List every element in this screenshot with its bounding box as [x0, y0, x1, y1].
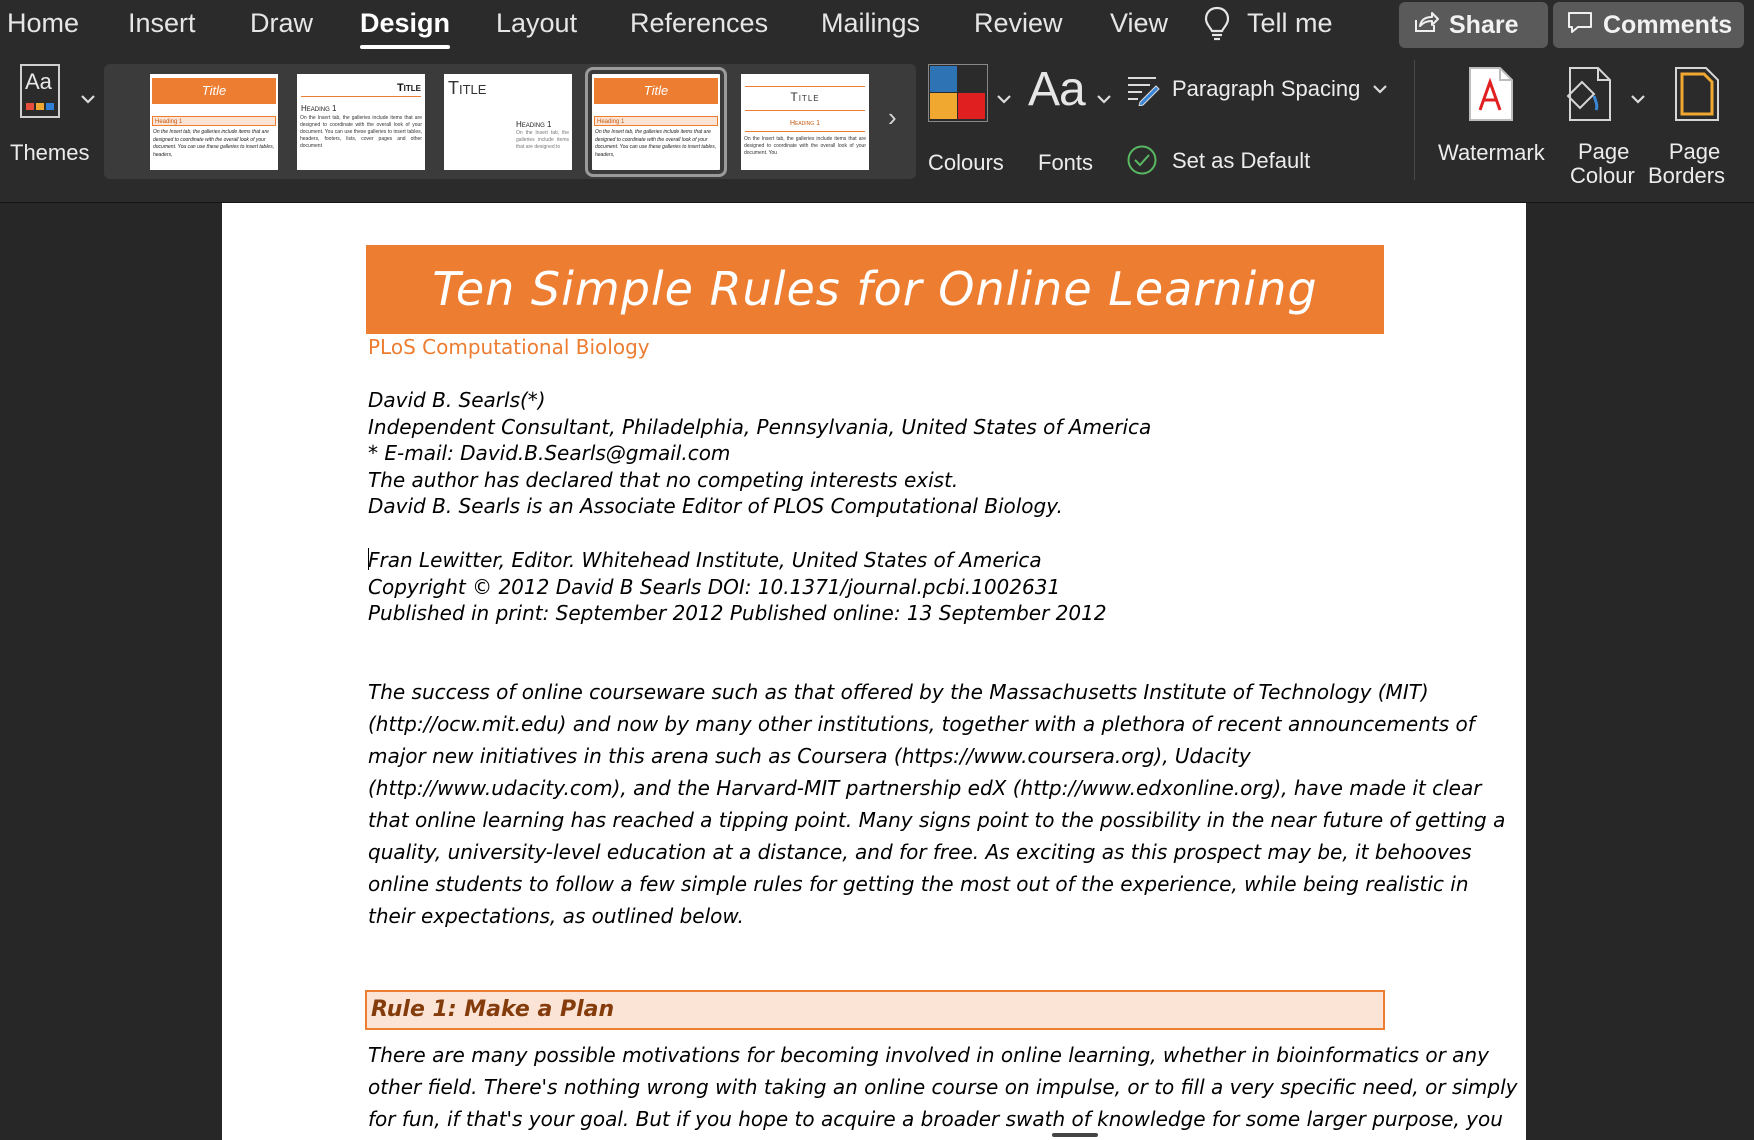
- themes-label: Themes: [10, 140, 90, 165]
- themes-icon-text: Aa: [25, 69, 52, 94]
- colour-palette-icon: [928, 64, 988, 122]
- page-borders-button[interactable]: [1648, 66, 1750, 191]
- meta-line: * E-mail: David.B.Searls@gmail.com: [368, 441, 731, 465]
- paint-bucket-page-icon: [1564, 66, 1614, 129]
- tell-me-search[interactable]: Tell me: [1247, 8, 1333, 38]
- paragraph-line: major new initiatives in this arena such as Coursera (https://www.coursera.org), Udacity: [368, 744, 1251, 768]
- themes-chevron-down-icon[interactable]: [80, 92, 96, 110]
- intro-paragraph: [368, 676, 1506, 932]
- thumb-heading: Heading 1: [152, 116, 276, 126]
- comments-button[interactable]: [1553, 2, 1744, 48]
- rule-1-heading: Rule 1: Make a Plan: [365, 990, 1385, 1030]
- meta-line: Independent Consultant, Philadelphia, Pennsylvania, United States of America: [368, 414, 1152, 439]
- meta-line: The author has declared that no competing interests exist.: [368, 467, 959, 492]
- document-title: Ten Simple Rules for Online Learning: [366, 245, 1384, 334]
- lightbulb-icon[interactable]: [1204, 6, 1230, 47]
- share-label: Share: [1449, 10, 1519, 39]
- thumb-heading: Heading 1: [789, 120, 821, 127]
- style-set-thumb-3[interactable]: [444, 74, 572, 170]
- thumb-body: On the Insert tab, the galleries include items that are designed to: [516, 130, 569, 150]
- thumb-title: Title: [790, 90, 820, 104]
- page-colour-label-line-2: Colour: [1570, 163, 1635, 188]
- share-icon: [1413, 10, 1439, 41]
- paragraph-spacing-icon: [1126, 72, 1160, 111]
- paragraph-line: There are many possible motivations for becoming involved in online learning, whether in bioinformatics or any: [368, 1043, 1489, 1067]
- thumb-title: Title: [594, 78, 718, 104]
- ribbon-separator: [1414, 60, 1415, 180]
- thumb-title: Title: [152, 78, 276, 104]
- paragraph-spacing-chevron-down-icon: [1372, 82, 1388, 100]
- tab-draw[interactable]: Draw: [250, 8, 314, 38]
- fonts-button[interactable]: [1026, 62, 1102, 175]
- tab-mailings[interactable]: Mailings: [821, 8, 921, 38]
- style-set-thumb-1[interactable]: [150, 74, 278, 170]
- gallery-next-chevron-icon[interactable]: ›: [888, 102, 897, 132]
- comment-icon: [1567, 10, 1593, 41]
- comments-label: Comments: [1603, 10, 1733, 39]
- tab-view[interactable]: View: [1110, 8, 1169, 38]
- meta-line: Copyright © 2012 David B Searls DOI: 10.1371/journal.pcbi.1002631: [368, 574, 1061, 599]
- document-page[interactable]: [222, 203, 1526, 1140]
- editor-first-letter: F: [368, 548, 380, 572]
- meta-line: David B. Searls is an Associate Editor of PLOS Computational Biology.: [368, 494, 1063, 518]
- paragraph-line: for fun, if that's your goal. But if you hope to acquire a broader swath of knowledge for some larger purpose, you: [368, 1107, 1503, 1131]
- paragraph-line: quality, university-level education at a distance, and for free. As exciting as this prospect may be, it behooves: [368, 840, 1472, 864]
- paragraph-line: (http://ocw.mit.edu) and now by many other institutions, together with a plethora of recent announcements of: [368, 712, 1475, 736]
- style-set-thumb-4-selected[interactable]: [592, 74, 720, 170]
- fonts-chevron-down-icon[interactable]: [1096, 92, 1112, 110]
- style-set-thumb-5[interactable]: [741, 74, 869, 170]
- thumb-body: On the Insert tab, the galleries include items that are designed to coordinate with the overall look of your document. You can use these galleries to insert tables, headers,: [595, 129, 717, 158]
- tab-references[interactable]: References: [630, 8, 769, 38]
- colours-label: Colours: [928, 150, 1004, 175]
- tab-home[interactable]: Home: [7, 8, 80, 38]
- author-info-block: [368, 387, 1151, 520]
- themes-icon: [20, 64, 60, 118]
- paragraph-spacing-label: Paragraph Spacing: [1172, 76, 1361, 101]
- thumb-title: Title: [396, 82, 421, 94]
- thumb-title: Title: [448, 78, 487, 98]
- page-borders-label: [1648, 139, 1726, 188]
- thumb-heading: Heading 1: [594, 116, 718, 126]
- set-as-default-label: Set as Default: [1172, 148, 1311, 173]
- tab-review[interactable]: Review: [974, 8, 1063, 38]
- thumb-body: On the Insert tab, the galleries include items that are designed to coordinate with the overall look of your document. You can use these galleries to insert tables, headers, footers, lists, cover pages and other document: [300, 115, 422, 149]
- paragraph-line: online students to follow a few simple rules for getting the most out of the experience, while being realistic in: [368, 872, 1469, 896]
- tab-design[interactable]: Design: [360, 8, 451, 38]
- page-borders-label-line-1: Page: [1668, 139, 1721, 164]
- ribbon-tab-bar: [0, 0, 1754, 52]
- publication-info-block: [368, 547, 1107, 627]
- page-colour-button[interactable]: [1560, 66, 1650, 191]
- document-format-gallery: [104, 64, 916, 179]
- thumb-body: On the Insert tab, the galleries include items that are designed to coordinate with the overall look of your document. You: [744, 136, 866, 156]
- watermark-button[interactable]: [1436, 66, 1554, 176]
- editor-line-text: ran Lewitter, Editor. Whitehead Institute, United States of America: [379, 548, 1042, 572]
- page-colour-label-line-1: Page: [1578, 139, 1630, 164]
- colours-button[interactable]: [926, 62, 1014, 175]
- thumb-heading: Heading 1: [516, 120, 552, 129]
- paragraph-spacing-button[interactable]: [1126, 70, 1396, 110]
- fonts-icon: Aa: [1028, 63, 1085, 116]
- checkmark-circle-icon: [1126, 144, 1158, 181]
- style-set-thumb-2[interactable]: [297, 74, 425, 170]
- fonts-label: Fonts: [1038, 150, 1094, 175]
- page-colour-chevron-down-icon: [1630, 92, 1646, 110]
- colours-chevron-down-icon[interactable]: [996, 92, 1012, 110]
- set-as-default-button[interactable]: [1126, 144, 1326, 180]
- document-journal-subtitle: PLoS Computational Biology: [368, 335, 650, 359]
- paragraph-line: The success of online courseware such as that offered by the Massachusetts Institute of Technology (MIT): [368, 680, 1429, 704]
- thumb-heading: Heading 1: [301, 104, 337, 113]
- page-colour-label: [1570, 139, 1635, 188]
- document-canvas: [0, 203, 1754, 1140]
- themes-button[interactable]: [8, 62, 96, 177]
- paragraph-line: their expectations, as outlined below.: [368, 904, 744, 928]
- editor-line: [368, 547, 1107, 574]
- share-button[interactable]: [1399, 2, 1548, 48]
- page-borders-icon: [1674, 66, 1720, 129]
- paragraph-line: other field. There's nothing wrong with taking an online course on impulse, or to fill a very specific need, or simply: [368, 1075, 1518, 1099]
- page-borders-label-line-2: Borders: [1648, 163, 1726, 188]
- tab-layout[interactable]: Layout: [496, 8, 578, 38]
- watermark-label: Watermark: [1438, 140, 1545, 165]
- thumb-body: On the Insert tab, the galleries include items that are designed to coordinate with the overall look of your document. You can use these galleries to insert tables, headers,: [153, 129, 275, 158]
- paragraph-line: that online learning has reached a tipping point. Many signs point to the possibility in the near future of getting a: [368, 808, 1506, 832]
- paragraph-line: (http://www.udacity.com), and the Harvard-MIT partnership edX (http://www.edxonline.org), have made it clear: [368, 776, 1482, 800]
- meta-line: David B. Searls(*): [368, 388, 546, 412]
- rule-1-paragraph: [368, 1039, 1518, 1135]
- design-ribbon: [0, 52, 1754, 203]
- tab-insert[interactable]: Insert: [128, 8, 196, 38]
- horizontal-scroll-indicator[interactable]: [1052, 1133, 1098, 1137]
- watermark-icon: [1468, 66, 1514, 127]
- meta-line: Published in print: September 2012 Published online: 13 September 2012: [368, 601, 1107, 625]
